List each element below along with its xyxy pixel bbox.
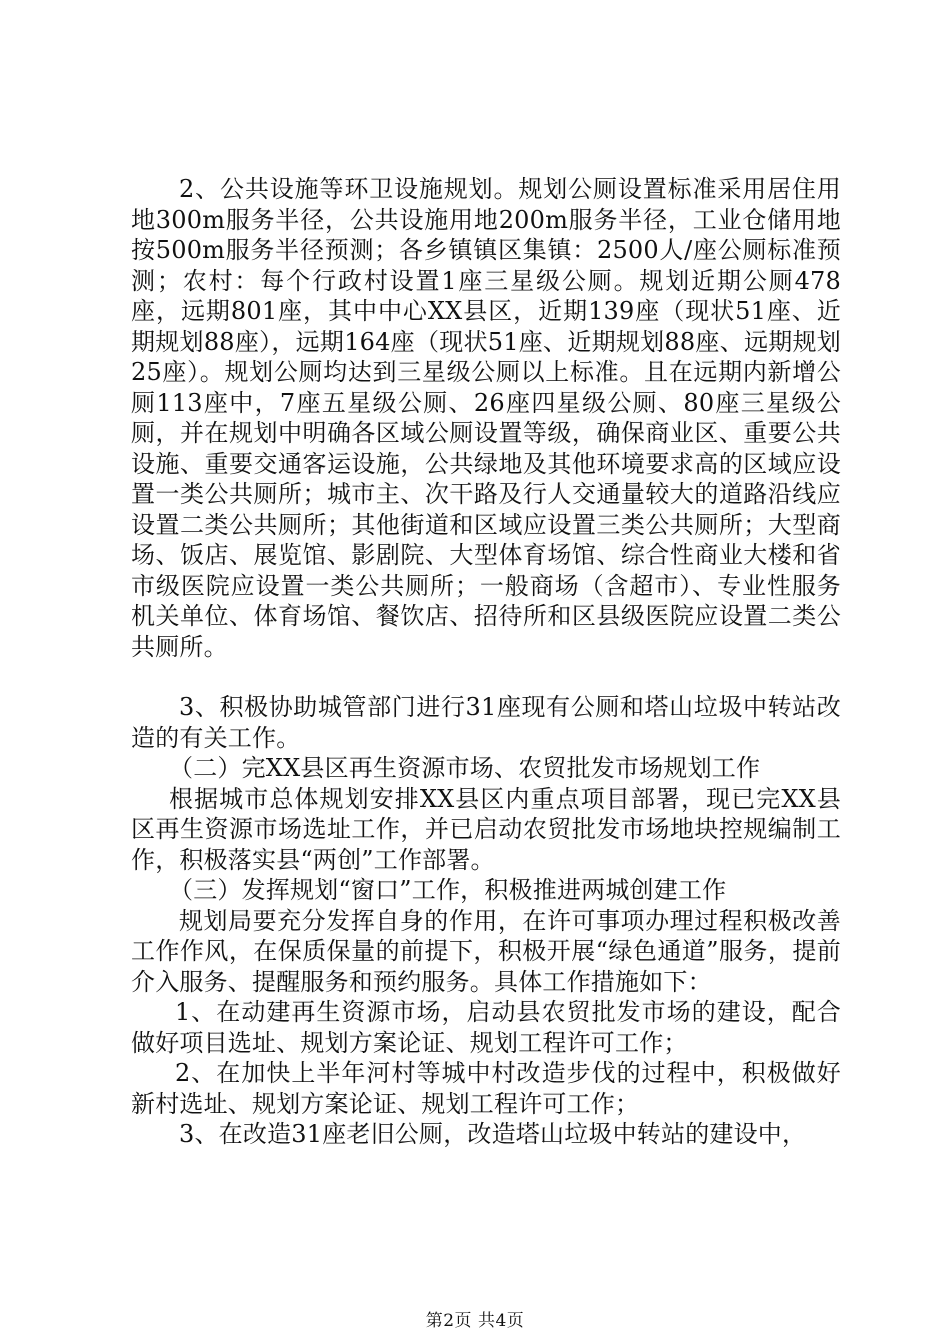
section-heading-window-work: （三）发挥规划“窗口”工作，积极推进两城创建工作 [169,876,727,904]
paragraph-spacer [131,662,841,692]
section-heading-market-planning: （二）完XX县区再生资源市场、农贸批发市场规划工作 [169,754,761,782]
document-body [131,174,841,1150]
paragraph-window-work: 规划局要充分发挥自身的作用，在许可事项办理过程积极改善工作作风，在保质保量的前提下，积极开展“绿色通道”服务，提前介入服务、提醒服务和预约服务。具体工作措施如下： [131,906,841,996]
paragraph-measure-2: 2、在加快上半年河村等城中村改造步伐的过程中，积极做好新村选址、规划方案论证、规划工程许可工作； [131,1059,841,1118]
paragraph-sanitation-planning: 2、公共设施等环卫设施规划。规划公厕设置标准采用居住用地300m服务半径，公共设施用地200m服务半径，工业仓储用地按500m服务半径预测；各乡镇镇区集镇：2500人/座公厕标准预测；农村：每个行政村设置1座三星级公厕。规划近期公厕478座，远期801座，其中中心XX县区，近期139座（现状51座、近期规划88座），远期164座（现状51座、近期规划88座、远期规划25座）。规划公厕均达到三星级公厕以上标准。且在远期内新增公厕113座中，7座五星级公厕、26座四星级公厕、80座三星级公厕，并在规划中明确各区域公厕设置等级，确保商业区、重要公共设施、重要交通客运设施，公共绿地及其他环境要求高的区域应设置一类公共厕所；城市主、次干路及行人交通量较大的道路沿线应设置二类公共厕所；其他街道和区域应设置三类公共厕所；大型商场、饭店、展览馆、影剧院、大型体育场馆、综合性商业大楼和省市级医院应设置一类公共厕所；一般商场（含超市）、专业性服务机关单位、体育场馆、餐饮店、招待所和区县级医院应设置二类公共厕所。 [131,175,841,661]
paragraph-toilet-renovation: 3、积极协助城管部门进行31座现有公厕和塔山垃圾中转站改造的有关工作。 [131,693,841,752]
page-number-label: 第2页 共4页 [425,1311,525,1331]
paragraph-measure-3: 3、在改造31座老旧公厕，改造塔山垃圾中转站的建设中， [179,1120,807,1148]
paragraph-measure-1: 1、在动建再生资源市场，启动县农贸批发市场的建设，配合做好项目选址、规划方案论证、规划工程许可工作； [131,998,841,1057]
page-footer [0,1306,950,1331]
paragraph-market-planning: 根据城市总体规划安排XX县区内重点项目部署，现已完XX县区再生资源市场选址工作，并已启动农贸批发市场地块控规编制工作，积极落实县“两创”工作部署。 [131,784,841,874]
